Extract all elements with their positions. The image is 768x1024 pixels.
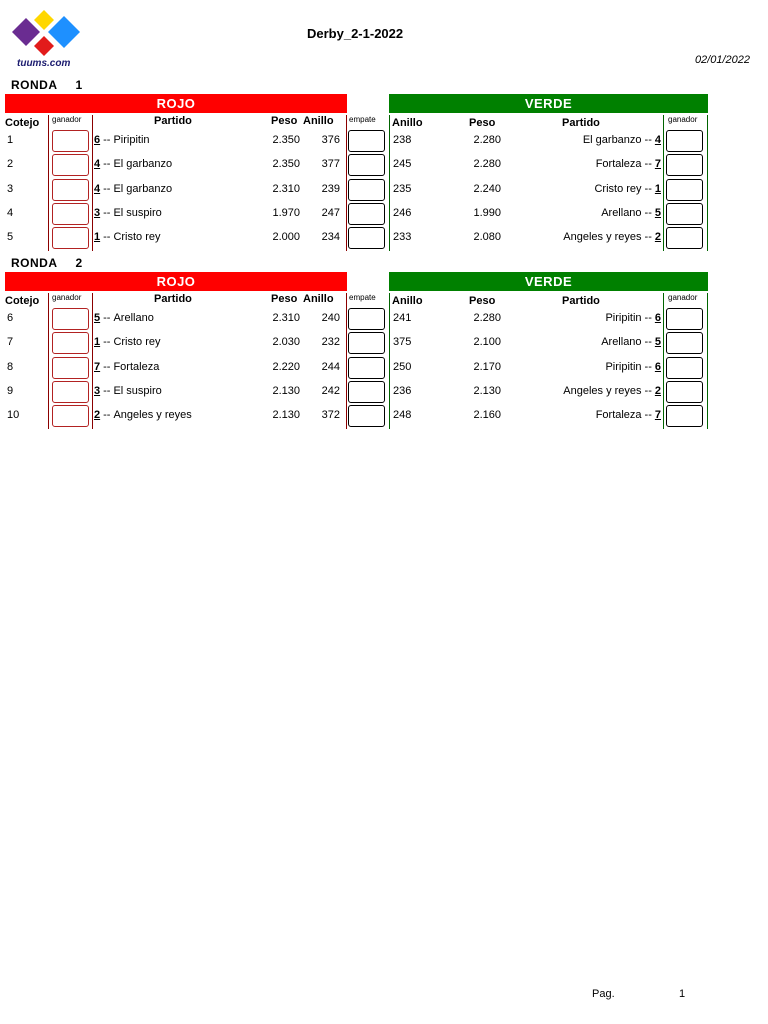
- rojo-peso: 2.130: [272, 409, 300, 422]
- rojo-team-name: Cristo rey: [113, 231, 161, 244]
- document-title: Derby_2-1-2022: [307, 26, 404, 41]
- verde-anillo: 245: [393, 158, 412, 171]
- round-number: 1: [75, 78, 83, 92]
- rojo-partido: [94, 134, 150, 146]
- rojo-partido: [94, 158, 172, 170]
- verde-anillo: 236: [393, 384, 412, 397]
- separator: --: [103, 312, 111, 324]
- rojo-ganador-left-line: [48, 115, 49, 251]
- verde-peso: 1.990: [473, 206, 501, 219]
- rojo-peso: 2.000: [272, 231, 300, 244]
- cotejo-number: 2: [7, 158, 14, 171]
- verde-ganador-checkbox[interactable]: [666, 203, 703, 225]
- cotejo-number: 9: [7, 384, 14, 397]
- verde-team-name: Piripitin: [605, 360, 642, 373]
- separator: --: [644, 231, 652, 244]
- rojo-ganador-right-line: [92, 293, 93, 429]
- cotejo-number: 1: [7, 134, 14, 146]
- rojo-peso: 2.030: [272, 336, 300, 349]
- rojo-team-name: Cristo rey: [113, 336, 161, 349]
- verde-team-name: Angeles y reyes: [563, 384, 642, 397]
- verde-team-name: Cristo rey: [594, 182, 642, 195]
- verde-ganador-checkbox[interactable]: [666, 357, 703, 379]
- empate-checkbox[interactable]: [348, 227, 385, 249]
- rojo-peso: 2.220: [272, 360, 300, 373]
- verde-partido: [520, 312, 661, 324]
- verde-partido: [520, 134, 661, 146]
- separator: --: [103, 134, 111, 146]
- verde-peso: 2.280: [473, 312, 501, 324]
- verde-team-name: Angeles y reyes: [563, 231, 642, 244]
- verde-partido: [520, 183, 661, 195]
- verde-team-name: Piripitin: [605, 312, 642, 324]
- rojo-team-number: 7: [94, 360, 101, 373]
- rojo-partido: [94, 336, 161, 348]
- rojo-anillo: 244: [321, 360, 340, 373]
- verde-team-number: 5: [654, 336, 661, 349]
- verde-ganador-checkbox[interactable]: [666, 179, 703, 201]
- separator: --: [644, 134, 652, 146]
- separator: --: [103, 182, 111, 195]
- separator: --: [644, 384, 652, 397]
- document-date: 02/01/2022: [694, 54, 750, 66]
- cotejo-number: 8: [7, 360, 14, 373]
- empate-header: empate: [349, 293, 376, 302]
- empate-checkbox[interactable]: [348, 405, 385, 427]
- rojo-anillo: 239: [321, 182, 340, 195]
- rojo-partido: [94, 312, 154, 324]
- separator: --: [103, 206, 111, 219]
- verde-ganador-checkbox[interactable]: [666, 405, 703, 427]
- rojo-team-name: El garbanzo: [113, 182, 173, 195]
- verde-ganador-left-line: [663, 293, 664, 429]
- separator: --: [103, 360, 111, 373]
- ganador-header-rojo: ganador: [52, 293, 82, 302]
- separator: --: [644, 360, 652, 373]
- empate-checkbox[interactable]: [348, 308, 385, 330]
- separator: --: [644, 312, 652, 324]
- rojo-team-name: Fortaleza: [113, 360, 160, 373]
- rojo-team-number: 1: [94, 231, 101, 244]
- rojo-ganador-checkbox[interactable]: [52, 332, 89, 354]
- verde-peso: 2.130: [473, 384, 501, 397]
- verde-right-line: [707, 293, 708, 429]
- rojo-peso: 2.310: [272, 182, 300, 195]
- rojo-ganador-checkbox[interactable]: [52, 130, 89, 152]
- verde-partido: [520, 409, 661, 421]
- verde-anillo: 375: [393, 336, 412, 349]
- rojo-right-line: [346, 115, 347, 251]
- partido-header-verde: Partido: [562, 117, 600, 129]
- empate-header: empate: [349, 115, 376, 124]
- rojo-team-number: 4: [94, 182, 101, 195]
- rojo-anillo: 242: [321, 384, 340, 397]
- verde-anillo: 238: [393, 134, 412, 146]
- cotejo-header: Cotejo: [5, 117, 40, 129]
- verde-anillo: 233: [393, 231, 412, 244]
- rojo-anillo: 234: [321, 231, 340, 244]
- verde-partido: [520, 385, 661, 397]
- rojo-team-name: El suspiro: [113, 206, 162, 219]
- rojo-anillo: 372: [321, 409, 340, 422]
- partido-header-verde: Partido: [562, 295, 600, 307]
- rojo-partido: [94, 361, 159, 373]
- verde-ganador-checkbox[interactable]: [666, 130, 703, 152]
- round-label: [11, 78, 83, 92]
- rojo-peso: 2.350: [272, 134, 300, 146]
- verde-anillo: 235: [393, 182, 412, 195]
- rojo-team-name: El suspiro: [113, 384, 162, 397]
- rojo-ganador-checkbox[interactable]: [52, 405, 89, 427]
- empate-checkbox[interactable]: [348, 357, 385, 379]
- verde-partido: [520, 361, 661, 373]
- separator: --: [644, 182, 652, 195]
- ganador-header-verde: ganador: [668, 293, 698, 302]
- anillo-header-verde: Anillo: [392, 295, 423, 307]
- cotejo-number: 3: [7, 182, 14, 195]
- cotejo-number: 6: [7, 312, 14, 324]
- verde-team-number: 7: [654, 409, 661, 422]
- verde-team-name: Arellano: [601, 336, 642, 349]
- rojo-partido: [94, 231, 161, 243]
- verde-team-number: 7: [654, 158, 661, 171]
- rojo-team-number: 3: [94, 384, 101, 397]
- verde-peso: 2.280: [473, 134, 501, 146]
- verde-header-bar: VERDE: [389, 272, 708, 291]
- empate-checkbox[interactable]: [348, 130, 385, 152]
- verde-left-line: [389, 115, 390, 251]
- round-number: 2: [75, 256, 83, 270]
- verde-team-number: 6: [654, 312, 661, 324]
- verde-peso: 2.100: [473, 336, 501, 349]
- verde-team-number: 6: [654, 360, 661, 373]
- round-label-text: RONDA: [11, 256, 58, 270]
- logo-purple-diamond: [12, 18, 40, 46]
- verde-team-name: El garbanzo: [582, 134, 642, 146]
- verde-peso: 2.080: [473, 231, 501, 244]
- verde-anillo: 246: [393, 206, 412, 219]
- verde-header-bar: VERDE: [389, 94, 708, 113]
- rojo-team-name: Piripitin: [113, 134, 150, 146]
- verde-left-line: [389, 293, 390, 429]
- rojo-ganador-checkbox[interactable]: [52, 203, 89, 225]
- rojo-peso: 2.130: [272, 384, 300, 397]
- verde-partido: [520, 231, 661, 243]
- peso-header-verde: Peso: [469, 117, 496, 129]
- rojo-team-number: 5: [94, 312, 101, 324]
- verde-partido: [520, 336, 661, 348]
- separator: --: [103, 336, 111, 349]
- rojo-ganador-right-line: [92, 115, 93, 251]
- separator: --: [644, 206, 652, 219]
- rojo-team-number: 4: [94, 158, 101, 171]
- separator: --: [103, 409, 111, 422]
- rojo-anillo: 232: [321, 336, 340, 349]
- rojo-ganador-checkbox[interactable]: [52, 357, 89, 379]
- verde-anillo: 241: [393, 312, 412, 324]
- round-label-text: RONDA: [11, 78, 58, 92]
- verde-team-name: Fortaleza: [595, 158, 642, 171]
- rojo-partido: [94, 409, 192, 421]
- rojo-anillo: 247: [321, 206, 340, 219]
- verde-team-number: 4: [654, 134, 661, 146]
- verde-anillo: 248: [393, 409, 412, 422]
- verde-peso: 2.240: [473, 182, 501, 195]
- rojo-team-number: 6: [94, 134, 101, 146]
- verde-team-name: Fortaleza: [595, 409, 642, 422]
- page-label: Pag.: [592, 988, 615, 1000]
- rojo-peso: 1.970: [272, 206, 300, 219]
- verde-ganador-checkbox[interactable]: [666, 308, 703, 330]
- empate-checkbox[interactable]: [348, 381, 385, 403]
- round-label: [11, 256, 83, 270]
- separator: --: [103, 158, 111, 171]
- rojo-peso: 2.310: [272, 312, 300, 324]
- verde-ganador-checkbox[interactable]: [666, 332, 703, 354]
- rojo-partido: [94, 183, 172, 195]
- separator: --: [103, 231, 111, 244]
- anillo-header-verde: Anillo: [392, 117, 423, 129]
- ganador-header-rojo: ganador: [52, 115, 82, 124]
- verde-partido: [520, 207, 661, 219]
- cotejo-number: 10: [7, 409, 20, 422]
- rojo-peso: 2.350: [272, 158, 300, 171]
- brand-text: tuums.com: [17, 58, 71, 69]
- partido-header-rojo: Partido: [154, 115, 192, 127]
- ganador-header-verde: ganador: [668, 115, 698, 124]
- rojo-anillo: 240: [321, 312, 340, 324]
- rojo-ganador-checkbox[interactable]: [52, 154, 89, 176]
- peso-header-rojo: Peso: [271, 293, 298, 305]
- verde-right-line: [707, 115, 708, 251]
- verde-ganador-checkbox[interactable]: [666, 154, 703, 176]
- verde-partido: [520, 158, 661, 170]
- empate-checkbox[interactable]: [348, 203, 385, 225]
- rojo-ganador-left-line: [48, 293, 49, 429]
- logo-yellow-diamond: [34, 10, 54, 30]
- peso-header-verde: Peso: [469, 295, 496, 307]
- rojo-header-bar: ROJO: [5, 272, 347, 291]
- rojo-team-number: 2: [94, 409, 101, 422]
- rojo-ganador-checkbox[interactable]: [52, 381, 89, 403]
- rojo-anillo: 376: [321, 134, 340, 146]
- separator: --: [644, 336, 652, 349]
- rojo-ganador-checkbox[interactable]: [52, 179, 89, 201]
- page-number: 1: [679, 988, 686, 1000]
- cotejo-number: 4: [7, 206, 14, 219]
- cotejo-header: Cotejo: [5, 295, 40, 307]
- rojo-team-name: Angeles y reyes: [113, 409, 192, 422]
- empate-checkbox[interactable]: [348, 154, 385, 176]
- verde-peso: 2.170: [473, 360, 501, 373]
- verde-team-name: Arellano: [601, 206, 642, 219]
- verde-team-number: 5: [654, 206, 661, 219]
- rojo-team-number: 3: [94, 206, 101, 219]
- cotejo-number: 7: [7, 336, 14, 349]
- verde-team-number: 2: [654, 384, 661, 397]
- separator: --: [644, 158, 652, 171]
- peso-header-rojo: Peso: [271, 115, 298, 127]
- rojo-ganador-checkbox[interactable]: [52, 308, 89, 330]
- rojo-anillo: 377: [321, 158, 340, 171]
- rojo-team-name: El garbanzo: [113, 158, 173, 171]
- verde-peso: 2.280: [473, 158, 501, 171]
- partido-header-rojo: Partido: [154, 293, 192, 305]
- rojo-team-number: 1: [94, 336, 101, 349]
- cotejo-number: 5: [7, 231, 14, 244]
- logo-red-diamond: [34, 36, 54, 56]
- rojo-partido: [94, 207, 162, 219]
- rojo-ganador-checkbox[interactable]: [52, 227, 89, 249]
- anillo-header-rojo: Anillo: [303, 293, 334, 305]
- separator: --: [644, 409, 652, 422]
- verde-team-number: 1: [654, 182, 661, 195]
- empate-checkbox[interactable]: [348, 179, 385, 201]
- verde-anillo: 250: [393, 360, 412, 373]
- separator: --: [103, 384, 111, 397]
- verde-team-number: 2: [654, 231, 661, 244]
- rojo-header-bar: ROJO: [5, 94, 347, 113]
- rojo-partido: [94, 385, 162, 397]
- verde-peso: 2.160: [473, 409, 501, 422]
- empate-checkbox[interactable]: [348, 332, 385, 354]
- verde-ganador-checkbox[interactable]: [666, 227, 703, 249]
- verde-ganador-checkbox[interactable]: [666, 381, 703, 403]
- rojo-team-name: Arellano: [113, 312, 154, 324]
- verde-ganador-left-line: [663, 115, 664, 251]
- anillo-header-rojo: Anillo: [303, 115, 334, 127]
- rojo-right-line: [346, 293, 347, 429]
